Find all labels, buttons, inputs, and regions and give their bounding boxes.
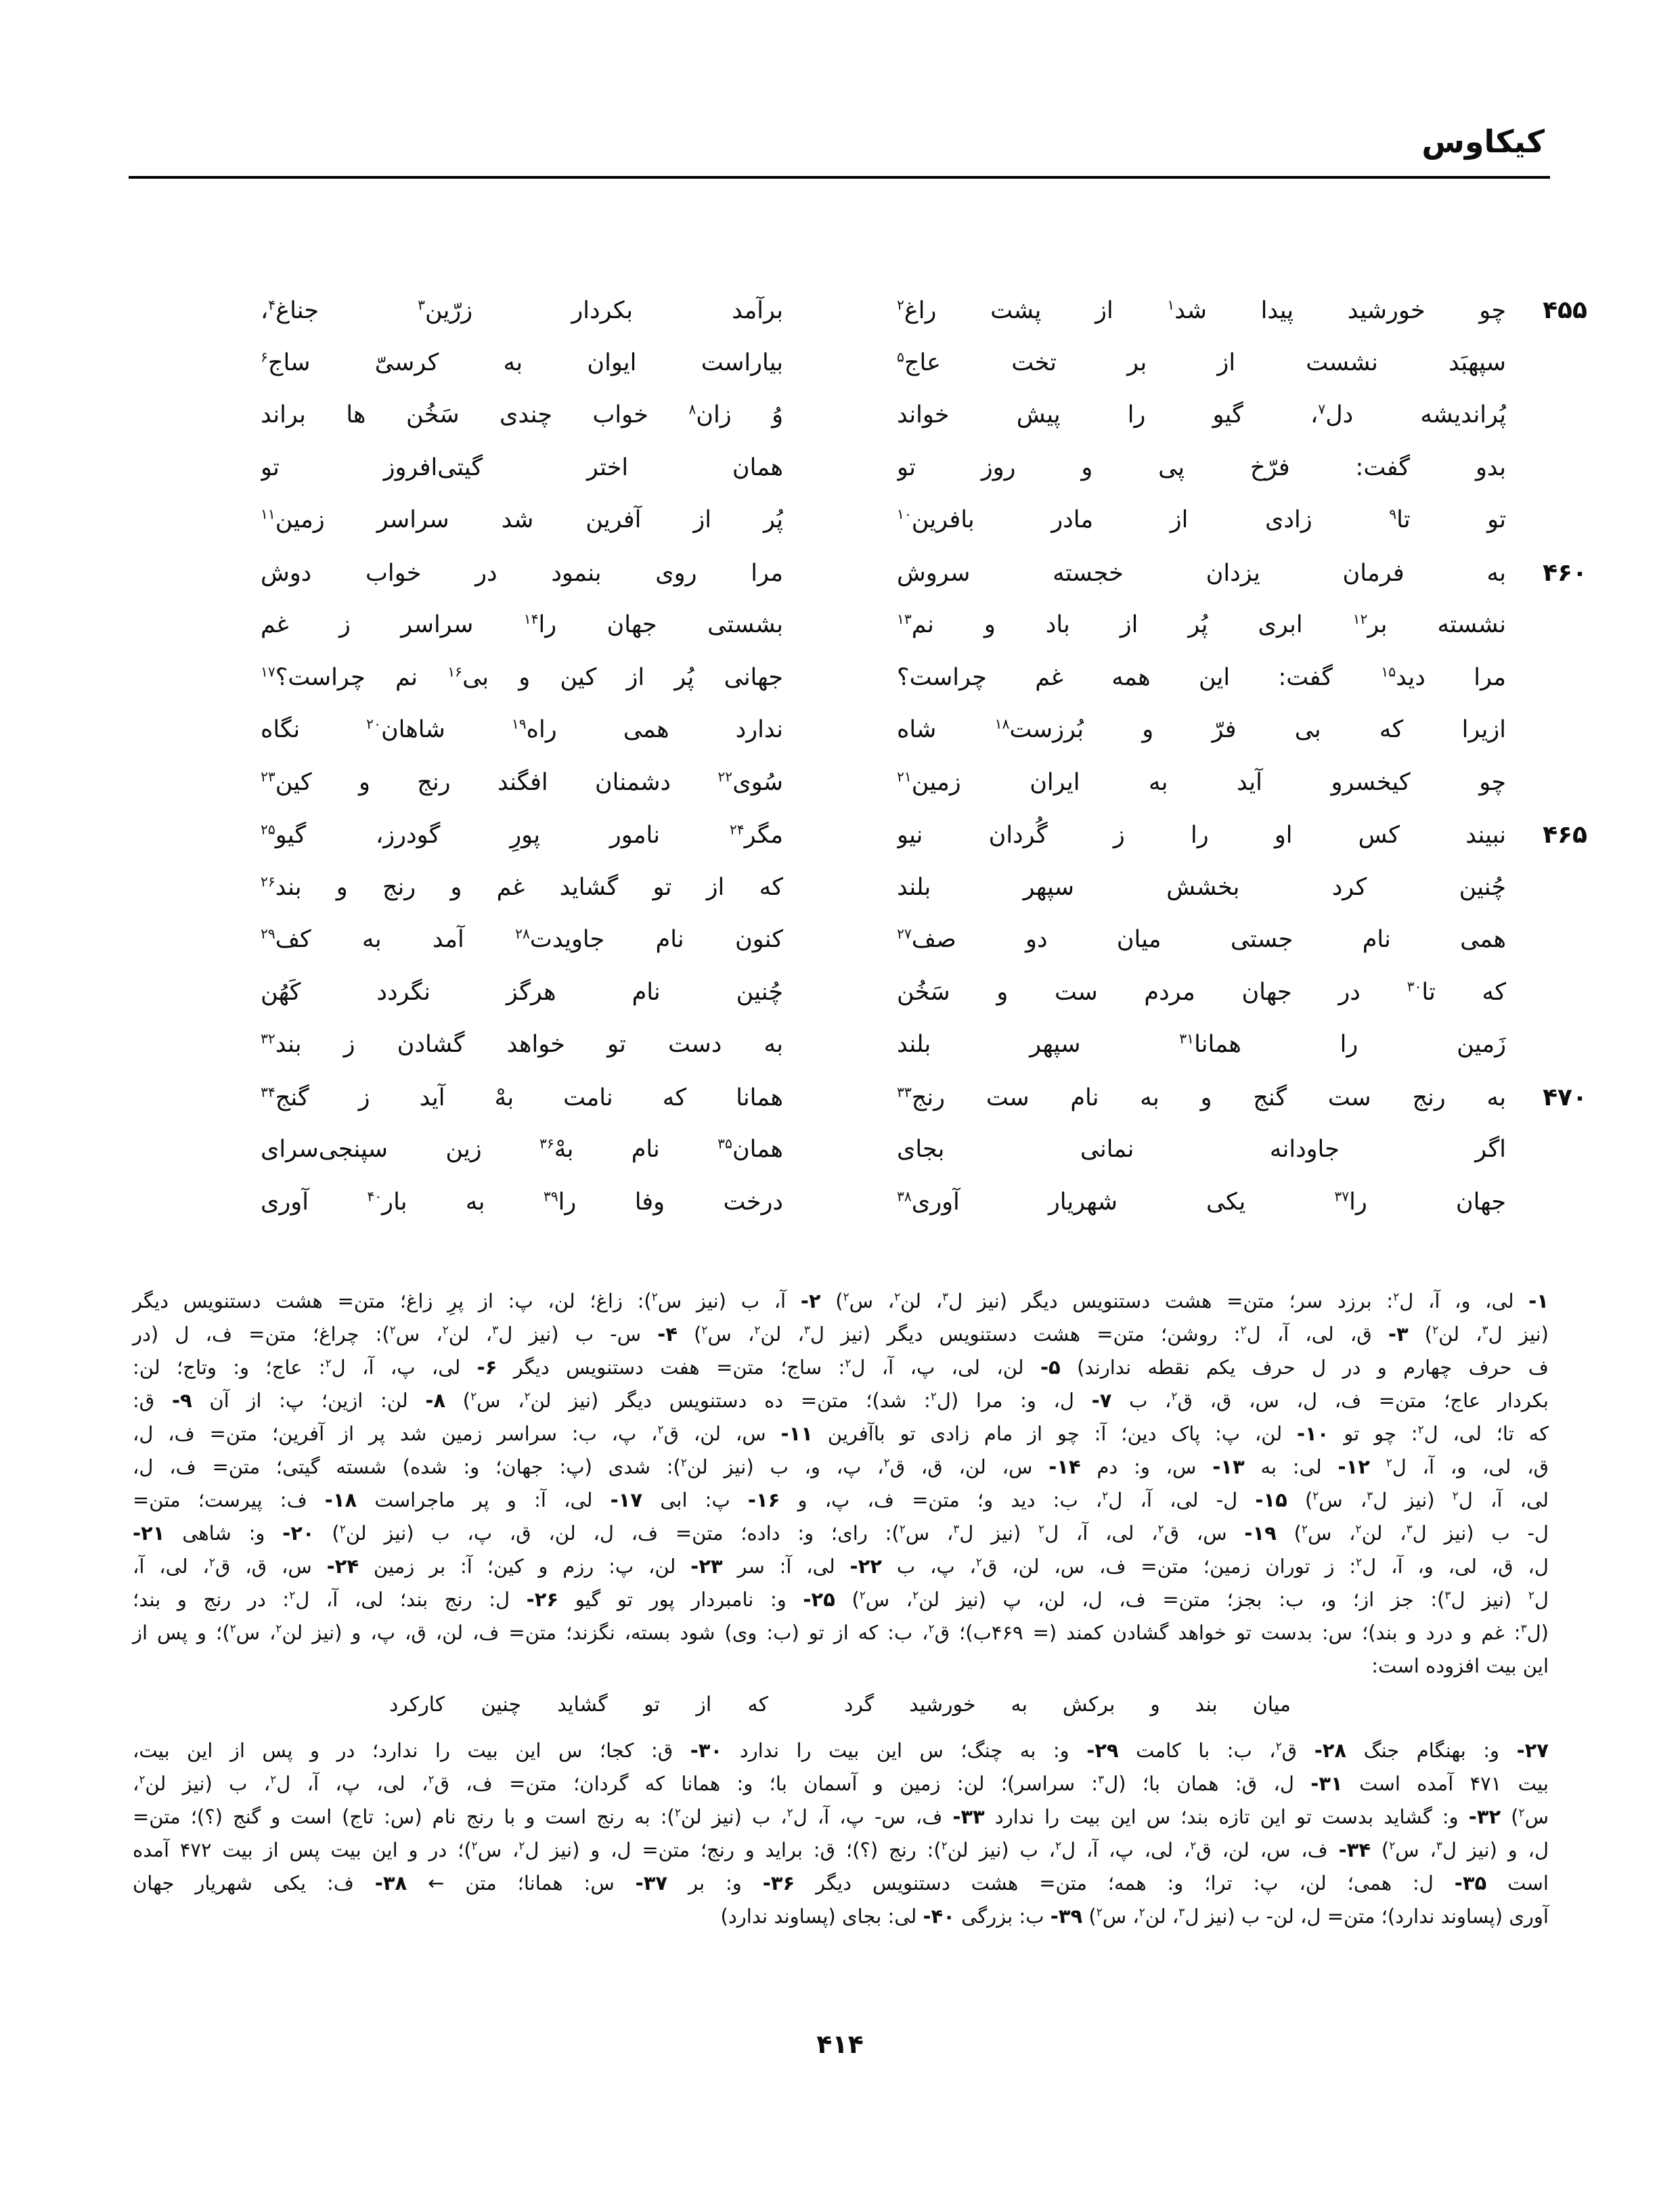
hemistich-first: همی نام جستی میان دو صف$^{۲۷}$ <box>897 925 1506 953</box>
hemistich-second: کنون نام جاویدت$^{۲۸}$ آمد به کف$^{۲۹}$ <box>261 925 783 953</box>
verse-row <box>261 757 1587 810</box>
verse-row <box>261 1176 1587 1229</box>
hemistich-first: به رنج ست گنج و به نام ست رنج$^{۳۳}$ <box>897 1083 1506 1111</box>
apparatus-line: ل، ق، لی، و، آ، ل$^۲$: ز توران زمین؛ متن= ف، س، لن، ق$^۲$، پ، ب ۲۲- لی، آ: سر ۲۳- لن، پ: رزم و کین؛ آ: بر زمین ۲۴- س، ق، ق$^۲$، لی، آ، <box>133 1555 1549 1578</box>
inserted-verse-hemistich-b: که از تو گشاید چنین کارکرد <box>389 1693 768 1717</box>
hemistich-second: به دست تو خواهد گشادن ز بند$^{۳۲}$ <box>261 1030 783 1058</box>
verse-row <box>261 704 1587 757</box>
apparatus-inserted-verse <box>0 1687 1680 1723</box>
verse-row <box>261 809 1587 862</box>
apparatus-line: ف حرف چهارم و در ل حرف یکم نقطه ندارند) ۵- لن، لی، پ، آ، ل$^۲$: ساج؛ متن= هفت دستنویس دیگر ۶- لی، پ، آ، ل$^۲$: عاج؛ و: وتاج؛ لن: <box>133 1356 1549 1379</box>
hemistich-second: که از تو گشاید غم و رنج و بند$^{۲۶}$ <box>261 872 783 901</box>
verse-row <box>261 284 1587 337</box>
verse-row <box>261 652 1587 705</box>
verse-number: ۴۷۰ <box>1543 1083 1587 1111</box>
hemistich-second: برآمد بکردار زرّین$^۳$ جناغ$^۴$، <box>261 296 783 324</box>
hemistich-first: به فرمان یزدان خجسته سروش <box>897 559 1506 587</box>
apparatus-line: ل، و (نیز ل$^۳$، س$^۲$) ۳۴- ف، س، لن، ق$^۲$، لی، پ، آ، ل$^۲$، ب (نیز لن$^۲$): رنج (؟)؛ ق: براید و رنج؛ متن= ل، و (نیز ل$^۲$، س$^۲$)؛ در و این بیت پس از بیت ۴۷۲ آمده <box>133 1838 1549 1861</box>
hemistich-first: نبیند کس او را ز گُردان نیو <box>897 822 1506 849</box>
apparatus-line: ل$^۲$ (نیز ل$^۳$): جز از؛ و، ب: بجز؛ متن= ف، ل، لن، پ (نیز لن$^۲$، س$^۲$) ۲۵- و: نامبردار پور تو گیو ۲۶- ل: رنج بند؛ لی، آ، ل$^۲$: در رنج و بند؛ <box>133 1588 1549 1611</box>
hemistich-first: که تا$^{۳۰}$ در جهان مردم ست و سَخُن <box>897 977 1506 1006</box>
verse-number: ۴۶۵ <box>1543 821 1587 849</box>
apparatus-line: که تا؛ لی، ل$^۲$: چو تو ۱۰- لن، پ: پاک دین؛ آ: چو از مام زادی تو باآفرین ۱۱- س، لن، ق$^۲$، پ، ب: سراسر زمین شد پر از آفرین؛ متن= ف، ل، <box>133 1422 1549 1445</box>
hemistich-first: چو خورشید پیدا شد$^۱$ از پشت راغ$^۲$ <box>897 296 1506 324</box>
hemistich-first: تو تا$^۹$ زادی از مادر بافرین$^{۱۰}$ <box>897 506 1506 533</box>
hemistich-first: زَمین را همانا$^{۳۱}$ سپهر بلند <box>897 1030 1506 1058</box>
apparatus-line: لی، آ، ل$^۲$ (نیز ل$^۳$، س$^۲$) ۱۵- ل- لی، آ، ل$^۲$، ب: دید و؛ متن= ف، پ، و ۱۶- پ: ابی ۱۷- لی، آ: و پر ماجراست ۱۸- ف: پیرست؛ متن= <box>133 1488 1549 1511</box>
apparatus-line: است ۳۵- ل: همی؛ لن، پ: ترا؛ و: همه؛ متن= هشت دستنویس دیگر ۳۶- و: بر ۳۷- س: همانا؛ متن ← ۳۸- ف: یکی شهریار جهان <box>133 1872 1549 1895</box>
hemistich-second: ندارد همی راه$^{۱۹}$ شاهان$^{۲۰}$ نگاه <box>261 715 783 743</box>
verse-row <box>261 1019 1587 1071</box>
verse-row <box>261 967 1587 1019</box>
apparatus-line: ل- ب (نیز ل$^۳$، لن$^۲$، س$^۲$) ۱۹- س، ق$^۲$، لی، آ، ل$^۲$ (نیز ل$^۳$، س$^۲$): رای؛ و: داده؛ متن= ف، ل، لن، ق، پ، ب (نیز لن$^۲$) ۲۰- و: شاهی ۲۱- <box>133 1522 1549 1545</box>
hemistich-second: مرا روی بنمود در خواب دوش <box>261 559 783 587</box>
apparatus-line: آوری (پساوند ندارد)؛ متن= ل، لن- ب (نیز ل$^۳$، لن$^۲$، س$^۲$) ۳۹- ب: بزرگی ۴۰- لی: بجای (پساوند ندارد) <box>720 1905 1549 1928</box>
apparatus-line: ق، لی، و، آ، ل$^۲$ ۱۲- لی: به ۱۳- س، و: دم ۱۴- س، لن، ق، ق$^۲$، پ، و، ب (نیز لن$^۲$): شدی (پ: جهان؛ و: شده) شسته گیتی؛ متن= ف، ل، <box>133 1455 1549 1478</box>
hemistich-first: سپهبَد نشست از بر تخت عاج$^۵$ <box>897 348 1506 376</box>
apparatus-line: ۱- لی، و، آ، ل$^۲$: برزد سر؛ متن= هشت دستنویس دیگر (نیز ل$^۳$، لن$^۲$، س$^۲$) ۲- آ، ب (نیز س$^۲$): زاغ؛ لن، پ: از پرِ زاغ؛ متن= هشت دستنویس دیگر <box>133 1289 1549 1312</box>
apparatus-line: ۲۷- و: بهنگام جنگ ۲۸- ق$^۲$، ب: با کامت ۲۹- و: به چنگ؛ س این بیت را ندارد ۳۰- ق: کجا؛ س این بیت را ندارد؛ در و پس از این بیت، <box>133 1739 1549 1762</box>
hemistich-second: چُنین نام هرگز نگردد کَهُن <box>261 978 783 1006</box>
apparatus-paragraph-2 <box>133 1734 1549 1933</box>
hemistich-second: همان$^{۳۵}$ نام بهْ$^{۳۶}$ زین سپنجی‌سرای <box>261 1135 783 1163</box>
hemistich-first: چُنین کرد بخشش سپهر بلند <box>897 873 1506 901</box>
verse-row <box>261 1071 1587 1124</box>
verse-row <box>261 389 1587 442</box>
hemistich-first: اگر جاودانه نمانی بجای <box>897 1136 1506 1163</box>
apparatus-paragraph-1 <box>133 1285 1549 1683</box>
hemistich-second: درخت وفا را$^{۳۹}$ به بار$^{۴۰}$ آوری <box>261 1187 783 1216</box>
page-number: ۴۱۴ <box>816 2029 864 2059</box>
apparatus-line: این بیت افزوده است: <box>1371 1654 1549 1677</box>
hemistich-first: پُراندیشه دل$^۷$، گیو را پیش خواند <box>897 401 1506 428</box>
apparatus-line: (نیز ل$^۳$، لن$^۲$) ۳- ق، لی، آ، ل$^۲$: روشن؛ متن= هشت دستنویس دیگر (نیز ل$^۳$، لن$^۲$، س$^۲$) ۴- س- ب (نیز ل$^۳$، لن$^۲$، س$^۲$): چراغ؛ متن= ف، ل (در <box>133 1323 1549 1346</box>
hemistich-second: پُر از آفرین شد سراسر زمین$^{۱۱}$ <box>261 506 783 533</box>
hemistich-first: مرا دید$^{۱۵}$ گفت: این همه غم چراست؟ <box>897 663 1506 691</box>
hemistich-second: همان اختر گیتی‌افروز تو <box>261 454 783 481</box>
hemistich-second: وُ زان$^۸$ خواب چندی سَخُن ها براند <box>261 401 783 428</box>
verse-row <box>261 442 1587 495</box>
verse-row <box>261 547 1587 600</box>
hemistich-second: بیاراست ایوان به کرسیّ ساج$^۶$ <box>261 348 783 376</box>
verse-row <box>261 494 1587 547</box>
hemistich-second: جهانی پُر از کین و بی$^{۱۶}$ نم چراست؟$^{۱۷}$ <box>261 663 783 691</box>
verse-row <box>261 862 1587 914</box>
apparatus-line: بکردار عاج؛ متن= ف، ل، س، ق، ق$^۲$، ب ۷- ل، و: مرا (ل$^۲$: شد)؛ متن= ده دستنویس دیگر (نیز لن$^۲$، س$^۲$) ۸- لن: ازین؛ پ: از آن ۹- ق: <box>133 1389 1549 1412</box>
apparatus-line: س$^۲$) ۳۲- و: گشاید بدست تو این تازه بند؛ س این بیت را ندارد ۳۳- ف، س- پ، آ، ل$^۲$، ب (نیز لن$^۲$): به رنج است و با رنج نام (س: تاج) است و گنج (؟)؛ متن= <box>133 1805 1549 1828</box>
hemistich-second: بشستی جهان را$^{۱۴}$ سراسر ز غم <box>261 611 783 638</box>
apparatus-line: بیت ۴۷۱ آمده است ۳۱- ل، ق: همان با؛ (ل$^۳$: سراسر)؛ لن: زمین و آسمان با؛ و: همانا که گردان؛ متن= ف، ق$^۲$، لی، پ، آ، ل$^۲$، ب (نیز لن$^۲$، <box>133 1772 1549 1795</box>
hemistich-first: نشسته بر$^{۱۲}$ ابری پُر از باد و نم$^{۱۳}$ <box>897 611 1506 638</box>
verse-number: ۴۶۰ <box>1543 558 1587 587</box>
chapter-header: کیکاوس <box>1421 123 1545 160</box>
hemistich-first: بدو گفت: فرّخ پی و روز تو <box>897 454 1506 481</box>
apparatus-line: (ل$^۳$: غم و درد و بند)؛ س: بدست تو خواهد گشادن کمند (= ۴۶۹ب)؛ ق$^۲$، ب: که از تو (ب: وی) شود بسته، نگزند؛ متن= ف، لن، ق، پ، و (نیز لن$^۲$، س$^۲$)؛ و پس از <box>133 1621 1549 1644</box>
verse-number: ۴۵۵ <box>1543 296 1587 324</box>
hemistich-second: همانا که نامت بهْ آید ز گنج$^{۳۴}$ <box>261 1083 783 1111</box>
hemistich-second: سُوی$^{۲۲}$ دشمنان افگند رنج و کین$^{۲۳}$ <box>261 768 783 796</box>
header-divider-rule <box>129 176 1550 179</box>
hemistich-first: جهان را$^{۳۷}$ یکی شهریار آوری$^{۳۸}$ <box>897 1187 1506 1216</box>
verse-row <box>261 914 1587 967</box>
verse-row <box>261 599 1587 652</box>
verse-row <box>261 337 1587 390</box>
hemistich-first: ازیرا که بی فرّ و بُرزست$^{۱۸}$ شاه <box>897 715 1506 743</box>
hemistich-second: مگر$^{۲۴}$ نامور پورِ گودرز، گیو$^{۲۵}$ <box>261 821 783 849</box>
verse-row <box>261 1124 1587 1176</box>
hemistich-first: چو کیخسرو آید به ایران زمین$^{۲۱}$ <box>897 768 1506 796</box>
inserted-verse-hemistich-a: میان بند و برکش به خورشید گرد <box>844 1693 1291 1717</box>
verse-block <box>261 284 1587 1229</box>
